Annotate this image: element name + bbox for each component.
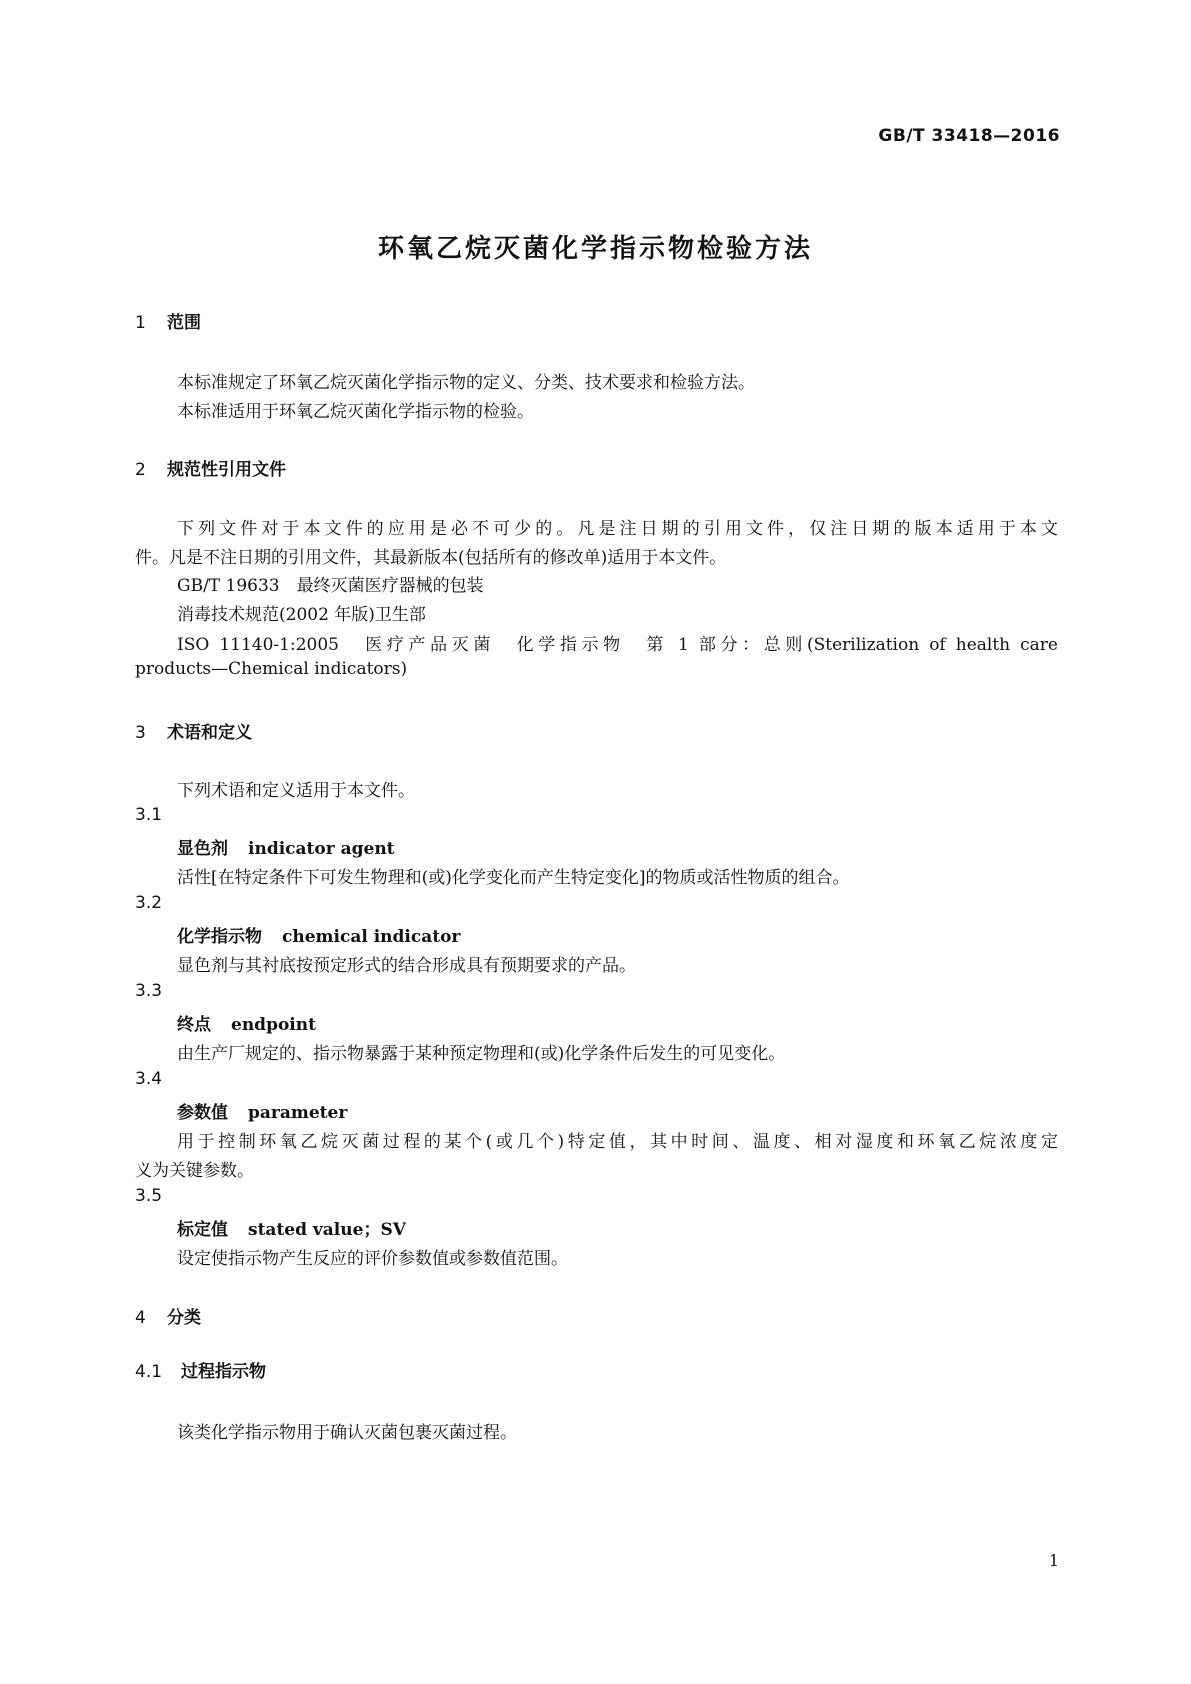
section-number: 2 xyxy=(135,460,146,480)
section-title: 分类 xyxy=(167,1308,201,1328)
term-entry xyxy=(177,1098,347,1123)
section-heading-scope xyxy=(135,308,201,333)
term-definition: 设定使指示物产生反应的评价参数值或参数值范围。 xyxy=(177,1249,568,1269)
paragraph: 该类化学指示物用于确认灭菌包裹灭菌过程。 xyxy=(177,1423,517,1443)
paragraph: 下列术语和定义适用于本文件。 xyxy=(177,781,415,801)
term-zh: 终点 xyxy=(177,1015,211,1035)
term-definition: 用于控制环氧乙烷灭菌过程的某个(或几个)特定值，其中时间、温度、相对湿度和环氧乙烷浓度定 xyxy=(177,1132,1058,1152)
term-definition: 显色剂与其衬底按预定形式的结合形成具有预期要求的产品。 xyxy=(177,956,636,976)
term-definition: 活性[在特定条件下可发生物理和(或)化学变化而产生特定变化]的物质或活性物质的组合。 xyxy=(177,868,850,888)
section-title: 规范性引用文件 xyxy=(167,460,286,480)
paragraph: 下列文件对于本文件的应用是必不可少的。凡是注日期的引用文件，仅注日期的版本适用于本文 xyxy=(177,519,1058,539)
term-en: parameter xyxy=(248,1103,348,1123)
subsection-number: 4.1 xyxy=(135,1362,163,1382)
term-definition-continuation: 义为关键参数。 xyxy=(135,1161,254,1181)
section-heading-normative-references xyxy=(135,455,286,480)
standard-code: GB/T 33418—2016 xyxy=(878,126,1060,146)
section-title: 术语和定义 xyxy=(167,723,252,743)
term-en: indicator agent xyxy=(248,839,395,859)
paragraph: 本标准规定了环氧乙烷灭菌化学指示物的定义、分类、技术要求和检验方法。 xyxy=(177,373,755,393)
page-number: 1 xyxy=(1048,1551,1059,1570)
term-en: chemical indicator xyxy=(282,927,461,947)
reference-item: GB/T 19633 最终灭菌医疗器械的包装 xyxy=(177,576,484,596)
section-title: 范围 xyxy=(167,313,201,333)
term-number: 3.1 xyxy=(135,805,163,825)
section-heading-terms-and-definitions xyxy=(135,718,252,743)
term-number: 3.3 xyxy=(135,981,163,1001)
term-entry xyxy=(177,1215,406,1240)
reference-item: ISO 11140-1:2005 医疗产品灭菌 化学指示物 第 1 部分：总则(Sterilization of health care xyxy=(177,635,1058,655)
reference-item: 消毒技术规范(2002 年版)卫生部 xyxy=(177,605,426,625)
paragraph: 本标准适用于环氧乙烷灭菌化学指示物的检验。 xyxy=(177,402,534,422)
term-number: 3.5 xyxy=(135,1186,163,1206)
term-zh: 标定值 xyxy=(177,1220,228,1240)
section-number: 4 xyxy=(135,1308,146,1328)
term-zh: 参数值 xyxy=(177,1103,228,1123)
term-definition: 由生产厂规定的、指示物暴露于某种预定物理和(或)化学条件后发生的可见变化。 xyxy=(177,1044,786,1064)
paragraph-continuation: 件。凡是不注日期的引用文件，其最新版本(包括所有的修改单)适用于本文件。 xyxy=(135,548,727,568)
term-entry xyxy=(177,922,460,947)
term-number: 3.2 xyxy=(135,893,163,913)
term-entry xyxy=(177,834,395,859)
document-title: 环氧乙烷灭菌化学指示物检验方法 xyxy=(377,234,813,264)
term-en: endpoint xyxy=(231,1015,316,1035)
reference-item-continuation: products—Chemical indicators) xyxy=(135,659,408,679)
section-number: 1 xyxy=(135,313,146,333)
subsection-heading-process-indicator xyxy=(135,1357,266,1382)
term-en: stated value；SV xyxy=(248,1220,406,1240)
term-entry xyxy=(177,1010,316,1035)
term-zh: 化学指示物 xyxy=(177,927,262,947)
term-number: 3.4 xyxy=(135,1069,163,1089)
subsection-title: 过程指示物 xyxy=(181,1362,266,1382)
section-heading-classification xyxy=(135,1303,201,1328)
term-zh: 显色剂 xyxy=(177,839,228,859)
section-number: 3 xyxy=(135,723,146,743)
